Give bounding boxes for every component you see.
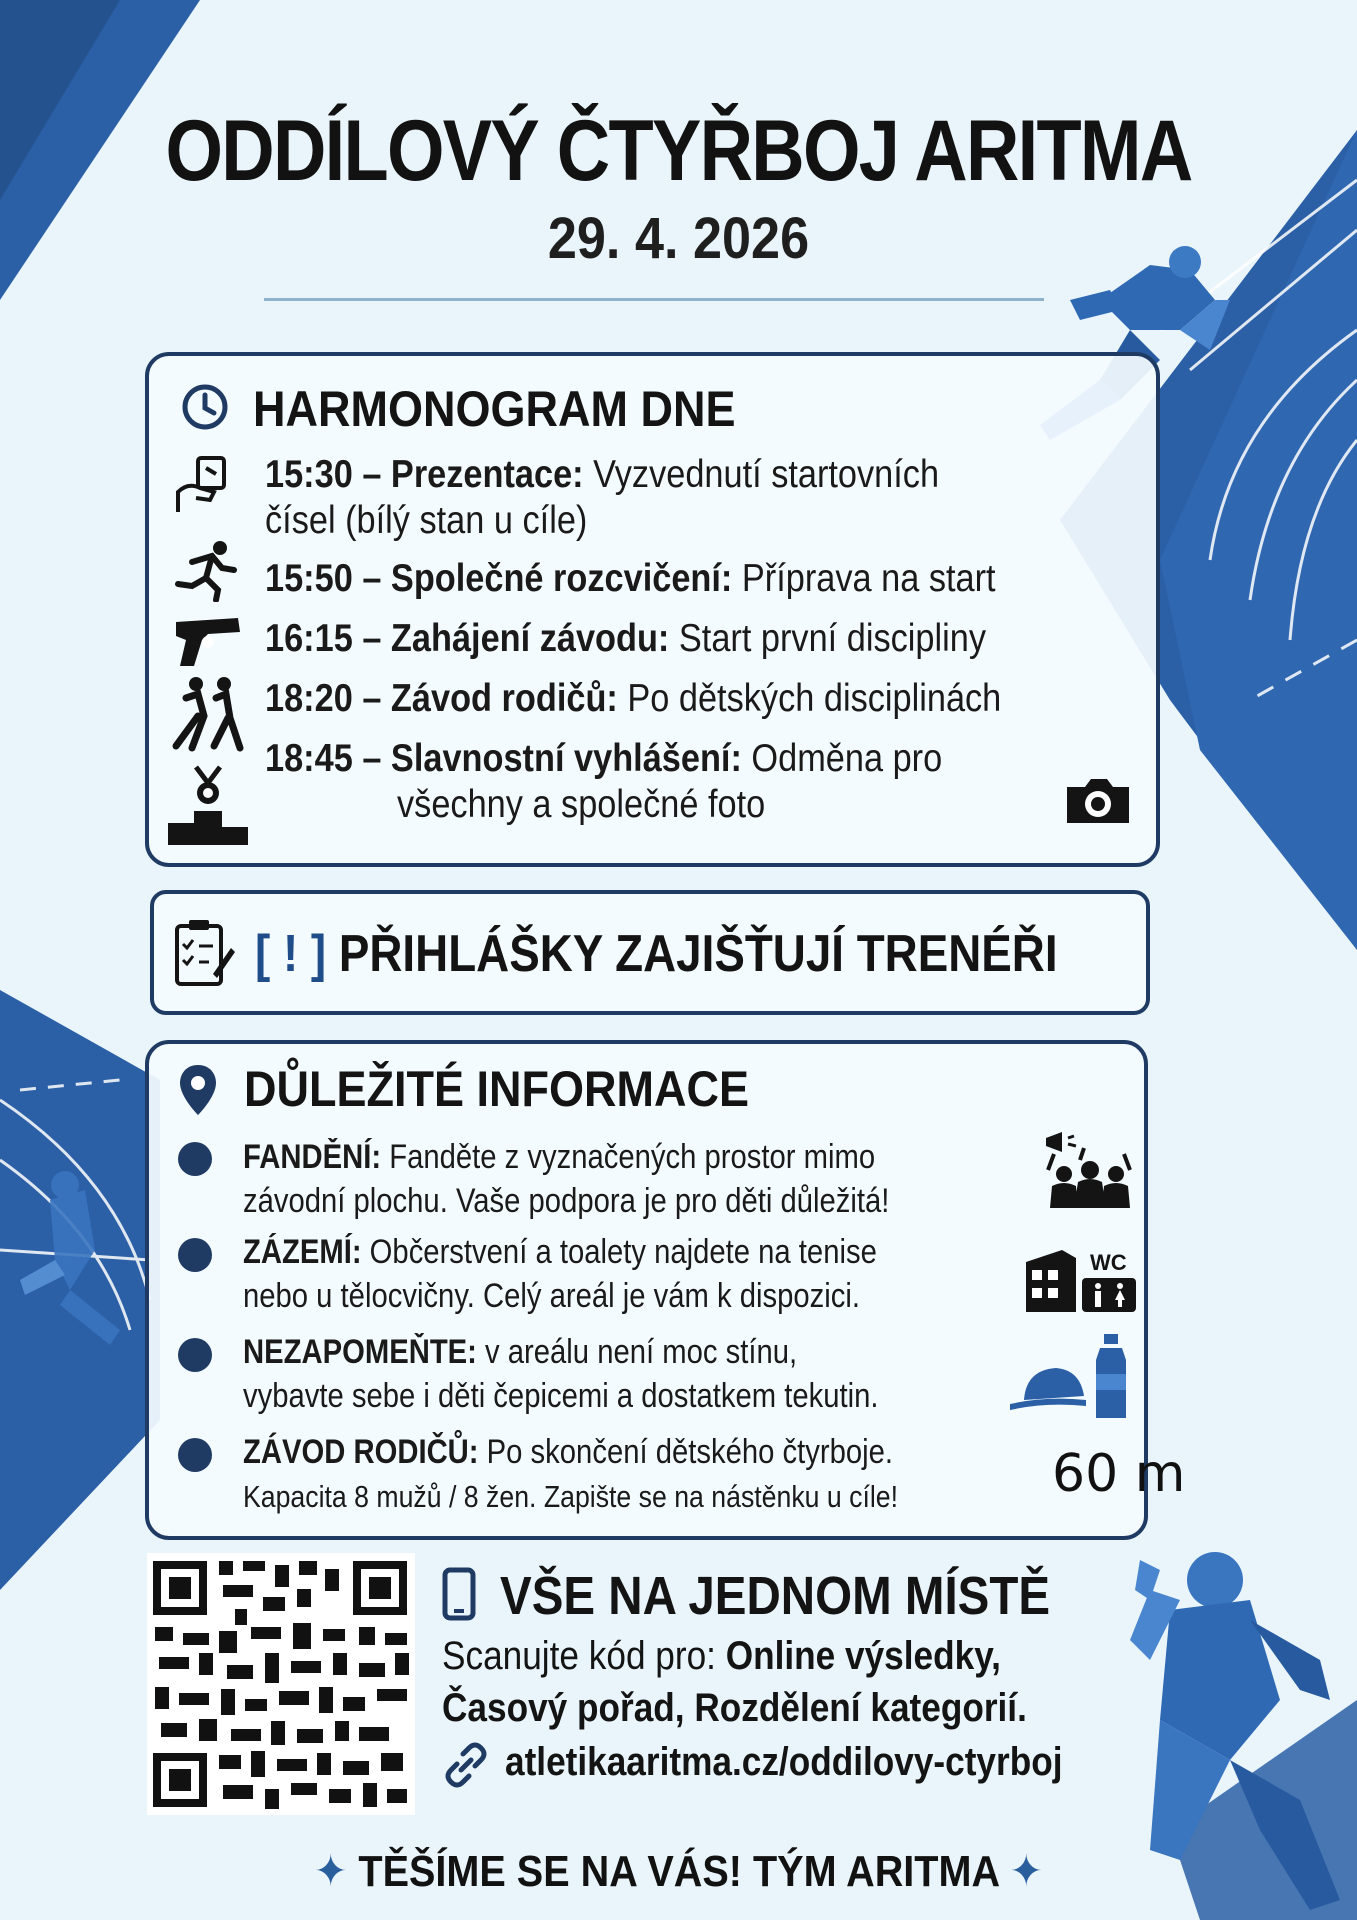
info-item-zazemi: ZÁZEMÍ: Občerstvení a toalety najdete na tenise nebo u tělocvičny. Celý areál je vám k dispozici.	[243, 1233, 877, 1315]
schedule-item-prezentace: 15:30 – Prezentace: Vyzvednutí startovních čísel (bílý stan u cíle)	[265, 453, 940, 542]
distance-label: 60 m	[1052, 1444, 1186, 1504]
schedule-item-rozcviceni: 15:50 – Společné rozcvičení: Příprava na start	[265, 557, 996, 600]
scan-text: Scanujte kód pro: Online výsledky, Časový pořad, Rozdělení kategorií.	[442, 1634, 1027, 1730]
bullet-icon	[178, 1438, 212, 1472]
cap-bottle-icon	[1006, 1330, 1136, 1422]
cheering-fans-icon	[1040, 1130, 1138, 1210]
info-item-fandeni: FANDĚNÍ: Fanděte z vyznačených prostor mimo závodní plochu. Vaše podpora je pro děti důležitá!	[243, 1138, 890, 1220]
page-title: ODDÍLOVÝ ČTYŘBOJ ARITMA	[165, 103, 1192, 199]
schedule-item-zavod-rodicu: 18:20 – Závod rodičů: Po dětských disciplinách	[265, 677, 1002, 720]
footer-slogan: ✦ TĚŠÍME SE NA VÁS! TÝM ARITMA ✦	[314, 1847, 1043, 1896]
clipboard-icon	[173, 918, 235, 988]
title-divider	[264, 298, 1044, 301]
clock-icon	[180, 382, 230, 432]
online-title: VŠE NA JEDNOM MÍSTĚ	[500, 1566, 1051, 1626]
phone-icon	[442, 1567, 476, 1621]
info-item-zavod-rodicu: ZÁVOD RODIČŮ: Po skončení dětského čtyrboje. Kapacita 8 mužů / 8 žen. Zapište se na nástěnku u cíle!	[243, 1433, 899, 1514]
running-parents-icon	[166, 676, 250, 752]
schedule-title: HARMONOGRAM DNE	[253, 381, 736, 437]
info-title: DŮLEŽITÉ INFORMACE	[244, 1061, 749, 1117]
bullet-icon	[178, 1238, 212, 1272]
building-wc-icon	[1022, 1240, 1140, 1314]
registration-bracket: [ ! ]	[255, 925, 327, 983]
bullet-icon	[178, 1142, 212, 1176]
event-date: 29. 4. 2026	[547, 206, 810, 271]
qr-code-icon[interactable]	[147, 1553, 415, 1815]
starter-pistol-icon	[172, 610, 244, 670]
schedule-item-vyhlaseni: 18:45 – Slavnostní vyhlášení: Odměna pro všechny a společné foto	[265, 737, 943, 826]
registration-notice: [ ! ] PŘIHLÁŠKY ZAJIŠŤUJÍ TRENÉŘI	[255, 925, 1058, 983]
website-link[interactable]: atletikaaritma.cz/oddilovy-ctyrboj	[505, 1740, 1063, 1784]
sparkle-icon: ✦	[1009, 1847, 1043, 1896]
sparkle-icon: ✦	[314, 1847, 348, 1896]
podium-medal-icon	[166, 765, 250, 845]
runner-icon	[172, 540, 242, 602]
registration-hand-icon	[170, 452, 238, 520]
info-item-nezapomente: NEZAPOMEŇTE: v areálu není moc stínu, vybavte sebe i děti čepicemi a dostatkem tekutin.	[243, 1333, 879, 1415]
bullet-icon	[178, 1338, 212, 1372]
schedule-item-zahajeni: 16:15 – Zahájení závodu: Start první discipliny	[265, 617, 986, 660]
location-pin-icon	[178, 1063, 218, 1117]
link-icon	[443, 1742, 489, 1788]
camera-icon	[1063, 775, 1133, 825]
svg-text:WC: WC	[1090, 1250, 1127, 1275]
